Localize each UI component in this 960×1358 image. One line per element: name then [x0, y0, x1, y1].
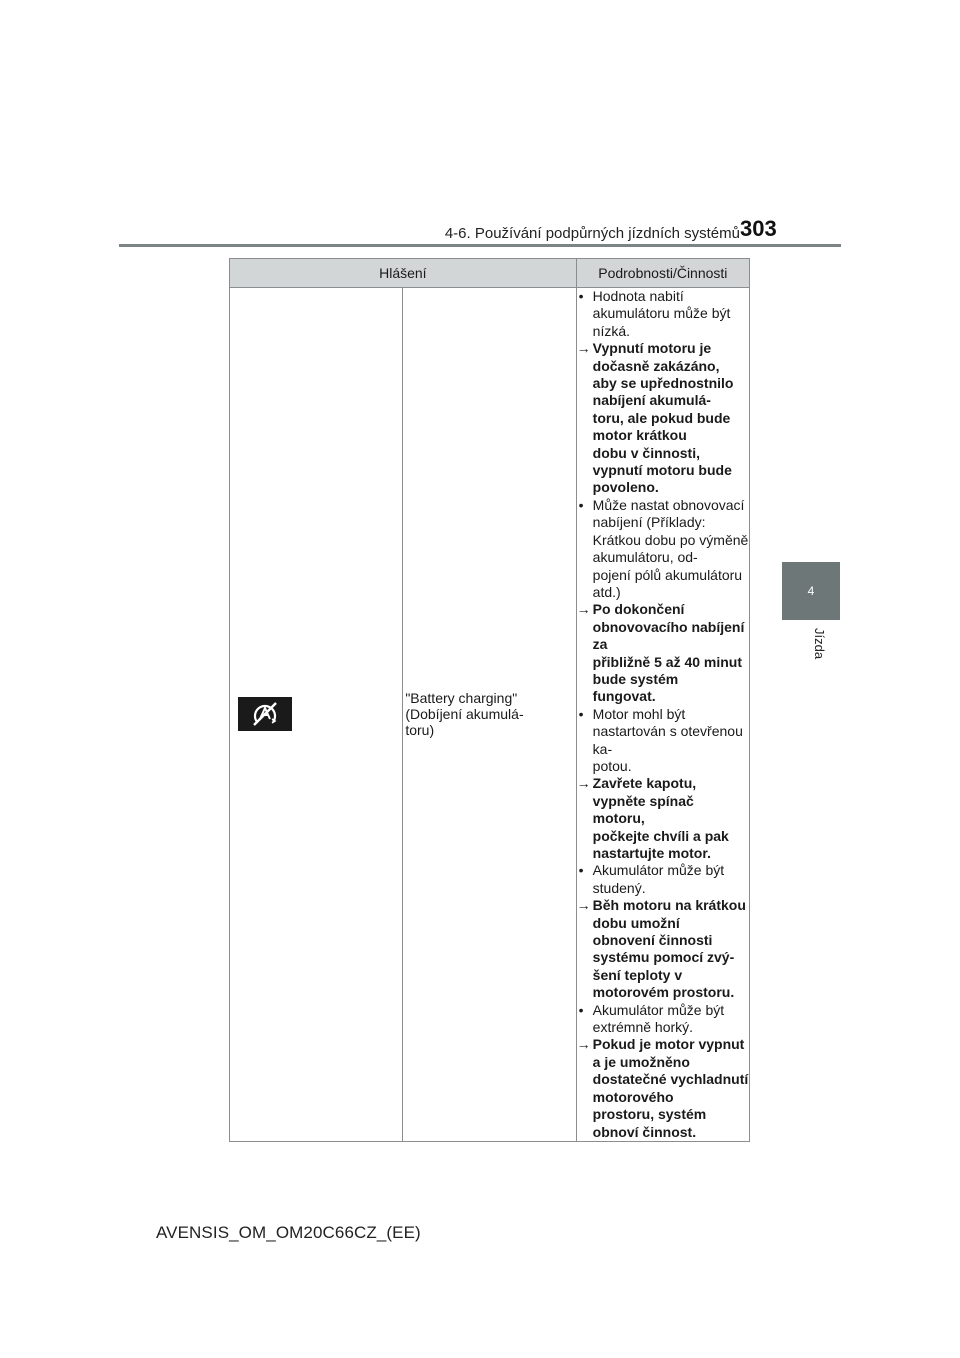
- detail-line: přibližně 5 až 40 minut bude systém: [592, 653, 743, 687]
- document-code: AVENSIS_OM_OM20C66CZ_(EE): [156, 1223, 421, 1242]
- message-line: "Battery charging": [405, 690, 518, 707]
- column-header-message: Hlášení: [230, 259, 577, 288]
- detail-line: počkejte chvíli a pak nastartujte motor.: [592, 827, 729, 861]
- detail-line: potou.: [592, 757, 632, 774]
- detail-line: fungovat.: [592, 688, 656, 705]
- cause-item: [577, 1002, 749, 1037]
- message-line: (Dobíjení akumulá-: [405, 706, 524, 723]
- detail-line: dostatečné vychladnutí motorového: [592, 1071, 749, 1105]
- chapter-tab: [782, 562, 840, 620]
- detail-text: [593, 340, 749, 497]
- cause-item: [577, 497, 749, 601]
- table-header-row: [230, 259, 750, 288]
- detail-line: toru, ale pokud bude motor krátkou: [592, 409, 731, 444]
- detail-line: povoleno.: [592, 479, 659, 496]
- detail-line: pojení pólů akumulátoru atd.): [592, 566, 743, 600]
- message-table: [229, 258, 750, 1142]
- auto-stop-disabled-icon: [238, 697, 292, 731]
- detail-line: šení teploty v motorovém prostoru.: [592, 966, 735, 1001]
- action-item: [577, 775, 749, 862]
- details-cell: [576, 288, 749, 1142]
- detail-text: [593, 601, 749, 705]
- chapter-label: Jízda: [812, 628, 827, 660]
- detail-text: [593, 497, 749, 601]
- detail-line: Akumulátor může být studený.: [592, 862, 725, 896]
- detail-line: aby se upřednostnilo nabíjení akumulá-: [592, 375, 734, 409]
- detail-text: [593, 897, 749, 1001]
- arrow-marker: →: [576, 340, 591, 357]
- message-line: toru): [405, 722, 435, 739]
- detail-line: dobu v činnosti, vypnutí motoru bude: [592, 444, 732, 479]
- detail-text: [593, 862, 749, 897]
- action-item: [577, 897, 749, 1001]
- bullet-marker: •: [578, 705, 584, 722]
- message-name-cell: [403, 288, 576, 1142]
- detail-line: Může nastat obnovovací nabíjení (Příklady:: [592, 496, 745, 531]
- chapter-number: 4: [807, 584, 815, 598]
- arrow-marker: →: [576, 775, 591, 792]
- detail-line: Vypnutí motoru je dočasně zakázáno,: [592, 340, 720, 374]
- cause-item: [577, 862, 749, 897]
- bullet-marker: •: [578, 862, 584, 879]
- arrow-marker: →: [576, 1036, 591, 1053]
- bullet-marker: •: [578, 288, 584, 304]
- cause-item: [577, 706, 749, 776]
- action-item: [577, 1036, 749, 1140]
- page-number: 303: [740, 216, 777, 241]
- detail-text: [593, 288, 749, 340]
- section-title: 4-6. Používání podpůrných jízdních systémů: [444, 225, 740, 242]
- detail-text: [593, 706, 749, 776]
- detail-line: obnovení činnosti systému pomocí zvý-: [592, 932, 735, 966]
- header-divider: [119, 244, 841, 247]
- message-name: [403, 690, 575, 738]
- detail-line: Pokud je motor vypnut a je umožněno: [592, 1036, 745, 1070]
- arrow-marker: →: [576, 601, 591, 618]
- action-item: [577, 601, 749, 705]
- detail-line: Po dokončení obnovovacího nabíjení za: [592, 601, 745, 653]
- detail-line: Hodnota nabití akumulátoru může být nízká.: [592, 288, 731, 339]
- detail-line: Zavřete kapotu, vypněte spínač motoru,: [592, 775, 697, 827]
- detail-line: Akumulátor může být extrémně horký.: [592, 1001, 725, 1036]
- detail-line: Krátkou dobu po výměně akumulátoru, od-: [592, 531, 749, 566]
- detail-text: [593, 1036, 749, 1140]
- details-list: [577, 288, 749, 1141]
- action-item: [577, 340, 749, 497]
- cause-item: [577, 288, 749, 340]
- bullet-marker: •: [578, 1001, 584, 1018]
- arrow-marker: →: [576, 897, 591, 914]
- detail-text: [593, 775, 749, 862]
- detail-text: [593, 1002, 749, 1037]
- icon-cell: [230, 288, 403, 1142]
- table-row: [230, 288, 750, 1142]
- auto-stop-disabled-glyph: [248, 700, 282, 728]
- column-header-details: Podrobnosti/Činnosti: [576, 259, 749, 288]
- detail-line: Motor mohl být nastartován s otevřenou ka-: [592, 705, 743, 757]
- bullet-marker: •: [578, 496, 584, 513]
- detail-line: prostoru, systém obnoví činnost.: [592, 1106, 707, 1140]
- detail-line: Běh motoru na krátkou dobu umožní: [592, 897, 746, 931]
